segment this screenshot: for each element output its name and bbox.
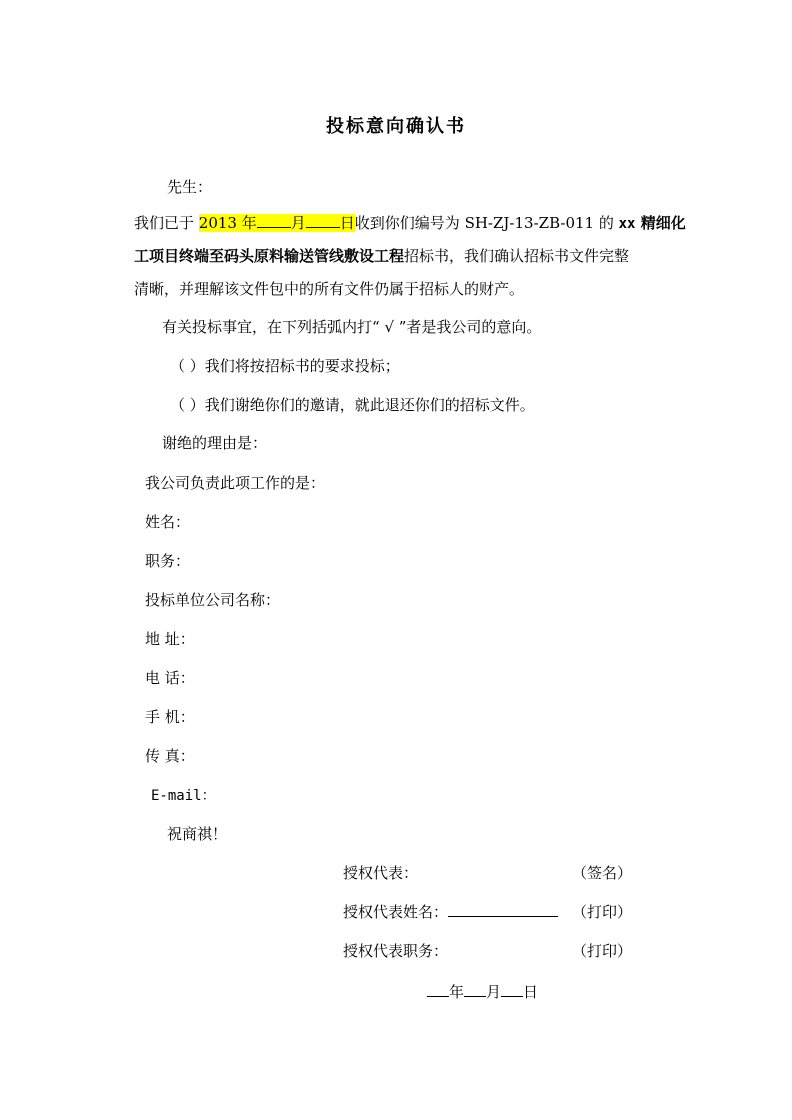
- field-phone: 电 话：: [145, 669, 195, 687]
- closing: 祝商祺！: [167, 825, 228, 843]
- sign-rep-name-blank: [448, 902, 558, 917]
- paragraph-1-line-2: [134, 245, 629, 267]
- para1-text-mid: 收到你们编号为 SH-ZJ-13-ZB-011 的: [354, 214, 619, 232]
- project-prefix: xx: [618, 216, 636, 232]
- sign-date-year-blank: [427, 982, 449, 997]
- instruction: 有关投标事宜，在下列括弧内打“ √ ”者是我公司的意向。: [162, 318, 542, 336]
- field-company: 投标单位公司名称：: [145, 591, 281, 609]
- received-year: 2013: [198, 214, 237, 232]
- sign-rep-name-note: （打印）: [572, 903, 633, 921]
- para1-text-start: 我们已于: [134, 214, 199, 232]
- field-mobile: 手 机：: [145, 708, 195, 726]
- project-name-a: 精细化: [635, 214, 686, 232]
- responsible-label: 我公司负责此项工作的是：: [145, 474, 326, 492]
- paragraph-1-line-1: [134, 212, 686, 235]
- sign-rep-note: （签名）: [572, 864, 633, 882]
- field-fax: 传 真：: [145, 747, 195, 765]
- sign-rep-name-text: 授权代表姓名：: [343, 903, 449, 921]
- para1-line2-rest: 招标书，我们确认招标书文件完整: [404, 247, 630, 265]
- option-accept: （ ）我们将按招标书的要求投标；: [170, 357, 400, 375]
- received-month-blank: [257, 213, 291, 228]
- option-decline: （ ）我们谢绝你们的邀请，就此退还你们的招标文件。: [170, 396, 535, 414]
- sign-date-day-blank: [501, 982, 523, 997]
- project-name-b: 工项目终端至码头原料输送管线敷设工程: [134, 247, 405, 265]
- field-name: 姓名：: [145, 513, 191, 531]
- field-email: E-mail：: [151, 788, 216, 804]
- sign-date-year-unit: 年: [449, 983, 465, 1001]
- date-received: [199, 214, 355, 232]
- received-day-blank: [306, 213, 340, 228]
- sign-date: [427, 981, 538, 1003]
- sign-date-month-blank: [464, 982, 486, 997]
- sign-date-day-unit: 日: [523, 983, 539, 1001]
- decline-reason-label: 谢绝的理由是：: [162, 434, 268, 452]
- field-address: 地 址：: [145, 630, 195, 648]
- received-month-unit: 月: [290, 214, 306, 232]
- sign-rep-label: 授权代表：: [343, 864, 419, 882]
- sign-rep-name-label: [343, 901, 558, 923]
- document-title: 投标意向确认书: [326, 116, 466, 137]
- sign-rep-title-note: （打印）: [572, 942, 633, 960]
- salutation: 先生：: [167, 178, 213, 196]
- paragraph-1-line-3: 清晰，并理解该文件包中的所有文件仍属于招标人的财产。: [134, 280, 525, 298]
- sign-date-month-unit: 月: [486, 983, 502, 1001]
- field-position: 职务：: [145, 552, 191, 570]
- received-day-unit: 日: [339, 214, 355, 232]
- received-year-unit: 年: [241, 214, 257, 232]
- sign-rep-title-label: 授权代表职务：: [343, 942, 449, 960]
